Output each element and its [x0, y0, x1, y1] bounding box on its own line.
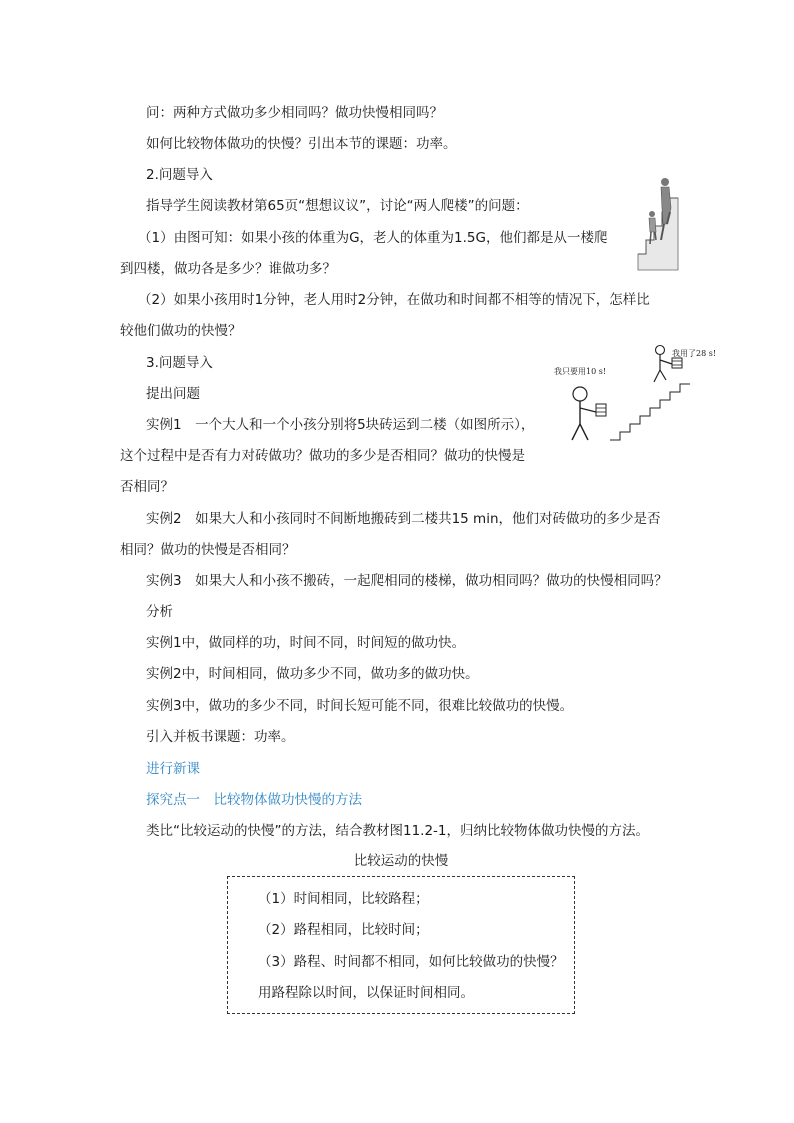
- section-3-title: 3.问题导入: [146, 355, 213, 371]
- intro-question-1: 问：两种方式做功多少相同吗？做功快慢相同吗？: [146, 105, 443, 121]
- section-2-title: 2.问题导入: [146, 167, 213, 183]
- section-2-p1-line2: 到四楼，做功各是多少？谁做功多？: [120, 261, 336, 277]
- box-item-1: （1）时间相同，比较路程；: [258, 891, 429, 907]
- example-2-line2: 相同？做功的快慢是否相同？: [120, 542, 296, 558]
- box-item-4: 用路程除以时间，以保证时间相同。: [258, 985, 474, 1001]
- example-1-line1: 实例1 一个大人和一个小孩分别将5块砖运到二楼（如图所示），: [146, 417, 535, 433]
- speech-right: 我用了28 s!: [672, 349, 717, 358]
- example-1-line2: 这个过程中是否有力对砖做功？做功的多少是否相同？做功的快慢是: [120, 448, 525, 464]
- section-2-p1-line1: （1）由图可知：如果小孩的体重为G，老人的体重为1.5G，他们都是从一楼爬: [138, 230, 608, 246]
- box-item-2: （2）路程相同，比较时间；: [258, 922, 429, 938]
- analysis-2: 实例2中，时间相同，做功多少不同，做功多的做功快。: [146, 666, 479, 682]
- speech-left: 我只要用10 s!: [554, 367, 607, 376]
- inquiry-point-1: 探究点一 比较物体做功快慢的方法: [146, 792, 362, 808]
- analogy-text: 类比“比较运动的快慢”的方法，结合教材图11.2-1，归纳比较物体做功快慢的方法。: [146, 823, 650, 839]
- section-2-p2-line1: （2）如果小孩用时1分钟，老人用时2分钟，在做功和时间都不相等的情况下，怎样比: [138, 292, 650, 308]
- example-3: 实例3 如果大人和小孩不搬砖，一起爬相同的楼梯，做功相同吗？做功的快慢相同吗？: [146, 573, 668, 589]
- introduce-topic: 引入并板书课题：功率。: [146, 729, 295, 745]
- analysis-label: 分析: [146, 604, 173, 620]
- intro-question-2: 如何比较物体做功的快慢？引出本节的课题：功率。: [146, 136, 457, 152]
- analysis-3: 实例3中，做功的多少不同，时间长短可能不同，很难比较做功的快慢。: [146, 698, 574, 714]
- box-item-3: （3）路程、时间都不相同，如何比较做功的快慢？: [258, 954, 564, 970]
- climbing-stairs-illustration: [634, 174, 680, 272]
- section-2-p2-line2: 较他们做功的快慢？: [120, 323, 242, 339]
- new-lesson-heading: 进行新课: [146, 761, 200, 777]
- box-title: 比较运动的快慢: [353, 853, 449, 869]
- carrying-bricks-illustration: [548, 340, 717, 450]
- section-2-guide: 指导学生阅读教材第65页“想想议议”，讨论“两人爬楼”的问题：: [146, 198, 529, 214]
- analysis-1: 实例1中，做同样的功，时间不同，时间短的做功快。: [146, 635, 466, 651]
- example-2-line1: 实例2 如果大人和小孩同时不间断地搬砖到二楼共15 min，他们对砖做功的多少是否: [146, 511, 661, 527]
- raise-question-label: 提出问题: [146, 386, 200, 402]
- example-1-line3: 否相同？: [120, 479, 174, 495]
